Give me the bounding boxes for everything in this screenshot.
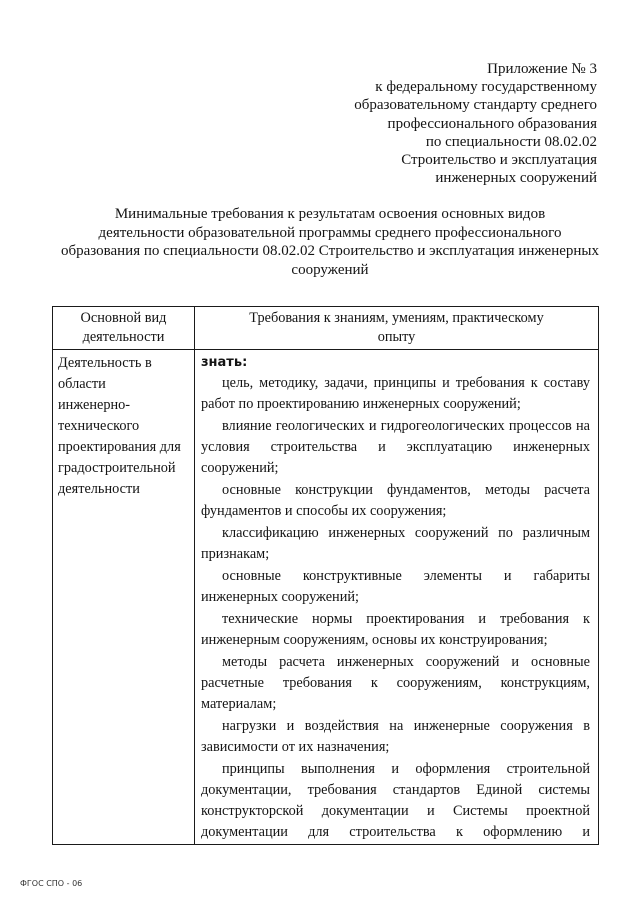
document-heading	[40, 205, 620, 280]
requirement-item: принципы выполнения и оформления строительной документации, требования стандартов Единой системы конструкторской документации и Системы проектной документации для строительства к оформлению и	[201, 761, 590, 840]
header-text: Основной вид	[80, 310, 167, 326]
annex-line: Приложение № 3	[487, 61, 597, 77]
activity-line: технического	[58, 418, 140, 434]
requirements-table	[52, 306, 599, 845]
annex-line: к федеральному государственному	[375, 79, 597, 96]
activity-line: градостроительной	[58, 460, 176, 476]
activity-cell	[53, 350, 195, 845]
requirement-item: нагрузки и воздействия на инженерные сооружения в зависимости от их назначения;	[201, 718, 590, 755]
requirement-item: влияние геологических и гидрогеологических процессов на условия строительства и эксплуатацию инженерных сооружений;	[201, 418, 590, 476]
annex-line: Строительство и эксплуатация	[401, 152, 597, 169]
requirement-item: основные конструкции фундаментов, методы расчета фундаментов и способы их сооружения;	[201, 482, 590, 519]
annex-line: профессионального образования	[387, 115, 597, 132]
header-cell-activity	[53, 307, 195, 350]
heading-line: Минимальные требования к результатам освоения основных видов	[114, 206, 546, 222]
annex-line: инженерных сооружений	[435, 170, 597, 187]
table-row	[53, 350, 599, 845]
activity-line: области	[58, 376, 106, 392]
requirement-item: цель, методику, задачи, принципы и требования к составу работ по проектированию инженерных сооружений;	[201, 375, 590, 412]
header-text: опыту	[377, 329, 416, 345]
requirement-item: основные конструктивные элементы и габариты инженерных сооружений;	[201, 568, 590, 605]
requirements-cell	[195, 350, 599, 845]
header-text: Требования к знаниям, умениям, практическому	[249, 310, 544, 326]
header-text: деятельности	[82, 329, 165, 345]
requirement-item: классификацию инженерных сооружений по различным признакам;	[201, 525, 590, 562]
annex-line: по специальности 08.02.02	[425, 133, 597, 150]
heading-line: образования по специальности 08.02.02 Строительство и эксплуатация инженерных	[60, 243, 599, 260]
requirement-item: методы расчета инженерных сооружений и основные расчетные требования к сооружениям, конструкциям, материалам;	[201, 654, 590, 712]
activity-line: деятельности	[58, 481, 140, 497]
heading-line: деятельности образовательной программы среднего профессионального	[98, 224, 562, 241]
heading-line: сооружений	[291, 262, 369, 279]
table-header-row	[53, 307, 599, 350]
requirement-item: технические нормы проектирования и требования к инженерным сооружениям, основы их конструирования;	[201, 611, 590, 648]
know-label: знать:	[201, 355, 248, 370]
activity-line: Деятельность в	[58, 355, 152, 371]
activity-line: инженерно-	[58, 397, 131, 413]
footer-code: ФГОС СПО - 06	[20, 879, 83, 888]
annex-block	[354, 60, 597, 187]
activity-line: проектирования для	[58, 439, 181, 455]
header-cell-requirements	[195, 307, 599, 350]
annex-line: образовательному стандарту среднего	[354, 97, 597, 114]
